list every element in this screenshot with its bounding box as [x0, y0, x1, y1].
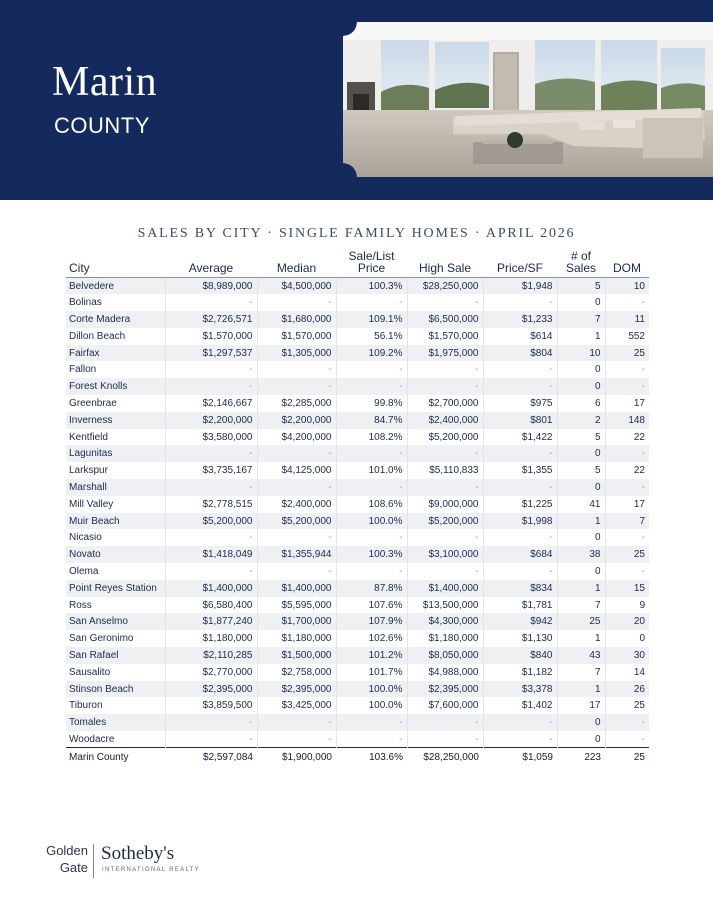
table-cell: $2,726,571 [165, 311, 257, 328]
table-cell: $2,758,000 [257, 664, 336, 681]
table-cell: 15 [605, 580, 649, 597]
table-row [66, 361, 649, 378]
table-cell: $801 [483, 412, 557, 429]
table-cell: $1,700,000 [257, 613, 336, 630]
table-cell: - [257, 563, 336, 580]
table-cell: 0 [557, 294, 605, 311]
table-cell: $8,050,000 [407, 647, 483, 664]
table-cell: 1 [557, 630, 605, 647]
table-cell: $6,580,400 [165, 597, 257, 614]
table-cell: 22 [605, 429, 649, 446]
table-cell: 109.1% [336, 311, 407, 328]
total-cell: $2,597,084 [165, 748, 257, 767]
table-cell: $2,395,000 [407, 681, 483, 698]
table-cell: $1,877,240 [165, 613, 257, 630]
table-header-row [66, 250, 649, 278]
table-cell: 0 [557, 563, 605, 580]
table-cell: - [257, 294, 336, 311]
table-row [66, 613, 649, 630]
table-cell: $4,125,000 [257, 462, 336, 479]
table-cell: 11 [605, 311, 649, 328]
table-cell: 109.2% [336, 345, 407, 362]
table-cell: - [605, 479, 649, 496]
table-cell: - [165, 479, 257, 496]
table-cell: $5,595,000 [257, 597, 336, 614]
table-cell: 100.0% [336, 681, 407, 698]
table-cell: $1,182 [483, 664, 557, 681]
table-total-row [66, 748, 649, 767]
table-cell: - [605, 529, 649, 546]
table-cell: - [336, 378, 407, 395]
table-cell: - [336, 529, 407, 546]
table-cell: $1,225 [483, 496, 557, 513]
table-cell: - [257, 445, 336, 462]
city-name-cell: Forest Knolls [66, 378, 165, 395]
total-cell: 223 [557, 748, 605, 767]
table-cell: 99.8% [336, 395, 407, 412]
col-header-sale-list [336, 250, 407, 278]
city-name-cell: Mill Valley [69, 498, 114, 510]
table-cell: 5 [557, 278, 605, 295]
table-row [66, 395, 649, 412]
table-cell: 87.8% [336, 580, 407, 597]
logo-line2: Gate [59, 860, 88, 875]
table-cell: 84.7% [336, 412, 407, 429]
table-cell: 17 [605, 395, 649, 412]
city-name-cell: Tomales [66, 714, 165, 731]
table-cell: 1 [557, 328, 605, 345]
table-cell: 148 [605, 412, 649, 429]
table-cell: $1,998 [483, 513, 557, 530]
table-cell: - [483, 714, 557, 731]
table-cell: - [483, 563, 557, 580]
table-cell: - [336, 294, 407, 311]
city-name-cell: Stinson Beach [66, 681, 165, 698]
living-room-photo [343, 22, 713, 177]
table-row [66, 328, 649, 345]
table-cell: $2,395,000 [257, 681, 336, 698]
table-row [66, 597, 649, 614]
table-cell: $9,000,000 [407, 496, 483, 513]
table-cell: 10 [557, 345, 605, 362]
table-cell: $5,110,833 [407, 462, 483, 479]
table-cell: $2,285,000 [257, 395, 336, 412]
table-cell: - [336, 445, 407, 462]
city-name-cell: San Rafael [66, 647, 165, 664]
table-cell: 2 [557, 412, 605, 429]
city-name-cell: San Geronimo [69, 633, 134, 645]
col-header-num-sales [557, 250, 605, 278]
logo-tagline: INTERNATIONAL REALTY [102, 867, 200, 873]
table-cell: $3,859,500 [165, 697, 257, 714]
table-row [66, 462, 649, 479]
table-cell: - [336, 479, 407, 496]
table-cell: 0 [557, 378, 605, 395]
table-cell: - [605, 445, 649, 462]
table-cell: 6 [557, 395, 605, 412]
total-cell: $28,250,000 [407, 748, 483, 767]
table-cell: - [407, 714, 483, 731]
table-row [66, 496, 649, 513]
table-row [66, 630, 649, 647]
city-name-cell: Lagunitas [66, 445, 165, 462]
table-cell: 10 [605, 278, 649, 295]
table-cell: $2,110,285 [165, 647, 257, 664]
table-cell: - [336, 714, 407, 731]
table-cell: 7 [557, 664, 605, 681]
table-cell: 1 [557, 513, 605, 530]
table-cell: $1,305,000 [257, 345, 336, 362]
table-cell: - [483, 378, 557, 395]
table-cell: $1,297,537 [165, 345, 257, 362]
section-heading: SALES BY CITY · SINGLE FAMILY HOMES · APRIL 2026 [137, 226, 576, 241]
city-name-cell: Nicasio [69, 532, 102, 544]
table-cell: $1,400,000 [407, 580, 483, 597]
city-name-cell: Novato [66, 546, 165, 563]
col-header-average: Average [165, 250, 257, 278]
table-cell: 41 [557, 496, 605, 513]
total-cell: $1,059 [483, 748, 557, 767]
table-cell: $804 [483, 345, 557, 362]
table-cell: $1,422 [483, 429, 557, 446]
table-cell: 30 [605, 647, 649, 664]
table-cell: - [483, 294, 557, 311]
table-row [66, 580, 649, 597]
table-cell: - [605, 731, 649, 748]
city-name-cell: Fallon [69, 364, 97, 376]
table-cell: - [483, 445, 557, 462]
table-cell: $7,600,000 [407, 697, 483, 714]
page-subtitle: COUNTY [54, 113, 150, 138]
table-cell: 0 [557, 445, 605, 462]
city-name-cell: Inverness [66, 412, 165, 429]
table-row [66, 731, 649, 748]
table-cell: - [605, 378, 649, 395]
table-cell: - [257, 529, 336, 546]
table-cell: $2,700,000 [407, 395, 483, 412]
table-cell: 108.2% [336, 429, 407, 446]
table-cell: $1,680,000 [257, 311, 336, 328]
table-cell: 25 [557, 613, 605, 630]
table-cell: - [605, 294, 649, 311]
table-cell: 5 [557, 429, 605, 446]
table-row [66, 278, 649, 295]
table-cell: $2,200,000 [257, 412, 336, 429]
table-row [66, 378, 649, 395]
table-cell: - [165, 361, 257, 378]
table-cell: $1,180,000 [165, 630, 257, 647]
table-cell: $4,500,000 [257, 278, 336, 295]
table-cell: $2,200,000 [165, 412, 257, 429]
table-cell: 0 [605, 630, 649, 647]
table-row [66, 479, 649, 496]
total-cell: $1,900,000 [257, 748, 336, 767]
table-cell: - [257, 714, 336, 731]
table-cell: - [605, 714, 649, 731]
table-cell: 100.3% [336, 546, 407, 563]
table-cell: 0 [557, 529, 605, 546]
table-cell: - [407, 378, 483, 395]
table-cell: $2,778,515 [165, 496, 257, 513]
sales-table [66, 250, 649, 767]
logo-brand: Sotheby's [101, 843, 175, 864]
table-cell: $1,400,000 [165, 580, 257, 597]
col-header-city: City [66, 250, 165, 278]
city-name-cell: Sausalito [69, 666, 111, 678]
city-name-cell: Tiburon [69, 700, 103, 712]
table-row [66, 714, 649, 731]
table-cell: - [257, 378, 336, 395]
table-row [66, 647, 649, 664]
table-cell: 0 [557, 361, 605, 378]
table-cell: $2,395,000 [165, 681, 257, 698]
table-cell: $1,500,000 [257, 647, 336, 664]
table-cell: 100.0% [336, 697, 407, 714]
city-name-cell: Marshall [66, 479, 165, 496]
table-cell: - [407, 445, 483, 462]
table-cell: 101.0% [336, 462, 407, 479]
table-cell: $1,570,000 [407, 328, 483, 345]
table-cell: 7 [605, 513, 649, 530]
table-cell: $1,355,944 [257, 546, 336, 563]
table-cell: 107.6% [336, 597, 407, 614]
table-cell: - [407, 479, 483, 496]
table-cell: 1 [557, 580, 605, 597]
table-cell: 0 [557, 731, 605, 748]
table-cell: $1,355 [483, 462, 557, 479]
table-cell: 38 [557, 546, 605, 563]
table-cell: $1,975,000 [407, 345, 483, 362]
table-cell: $3,580,000 [165, 429, 257, 446]
city-name-cell: Point Reyes Station [66, 580, 165, 597]
table-cell: 100.0% [336, 513, 407, 530]
total-cell: 25 [605, 748, 649, 767]
table-cell: $13,500,000 [407, 597, 483, 614]
table-cell: 25 [605, 546, 649, 563]
table-cell: $3,100,000 [407, 546, 483, 563]
table-cell: $942 [483, 613, 557, 630]
col-header-high-sale: High Sale [407, 250, 483, 278]
table-row [66, 681, 649, 698]
table-cell: 7 [557, 311, 605, 328]
table-cell: $2,770,000 [165, 664, 257, 681]
table-cell: - [605, 563, 649, 580]
table-cell: - [336, 731, 407, 748]
table-row [66, 697, 649, 714]
table-cell: $1,570,000 [165, 328, 257, 345]
col-header-sale-list-text: Sale/List Price [348, 249, 395, 275]
table-cell: 100.3% [336, 278, 407, 295]
table-cell: 1 [557, 681, 605, 698]
table-cell: - [165, 294, 257, 311]
table-row [66, 429, 649, 446]
table-cell: 7 [557, 597, 605, 614]
table-row [66, 563, 649, 580]
logo-golden-gate [38, 842, 88, 876]
total-cell: 103.6% [336, 748, 407, 767]
city-name-cell: Larkspur [69, 465, 108, 477]
table-cell: 20 [605, 613, 649, 630]
table-cell: - [165, 529, 257, 546]
table-cell: 9 [605, 597, 649, 614]
table-cell: 17 [557, 697, 605, 714]
table-row [66, 664, 649, 681]
table-cell: - [407, 563, 483, 580]
city-name-cell: Bolinas [69, 297, 102, 309]
city-name-cell: Muir Beach [66, 513, 165, 530]
table-cell: 552 [605, 328, 649, 345]
city-name-cell: Corte Madera [66, 311, 165, 328]
table-cell: - [257, 731, 336, 748]
table-cell: 22 [605, 462, 649, 479]
col-header-dom: DOM [605, 250, 649, 278]
table-cell: - [483, 479, 557, 496]
table-row [66, 513, 649, 530]
city-name-cell: Belvedere [66, 278, 165, 295]
table-cell: $4,300,000 [407, 613, 483, 630]
table-cell: 101.7% [336, 664, 407, 681]
table-cell: $5,200,000 [407, 513, 483, 530]
table-cell: $2,146,667 [165, 395, 257, 412]
table-cell: $975 [483, 395, 557, 412]
table-cell: - [165, 445, 257, 462]
table-cell: $834 [483, 580, 557, 597]
table-cell: $1,570,000 [257, 328, 336, 345]
table-cell: $6,500,000 [407, 311, 483, 328]
table-cell: - [483, 731, 557, 748]
table-cell: $28,250,000 [407, 278, 483, 295]
table-cell: - [165, 731, 257, 748]
table-cell: - [336, 361, 407, 378]
table-cell: - [257, 361, 336, 378]
table-cell: $684 [483, 546, 557, 563]
city-name-cell: Ross [69, 599, 92, 611]
table-cell: $1,948 [483, 278, 557, 295]
table-row [66, 529, 649, 546]
table-row [66, 294, 649, 311]
table-cell: $1,180,000 [407, 630, 483, 647]
table-cell: - [165, 378, 257, 395]
city-name-cell: Olema [69, 565, 99, 577]
table-cell: 102.6% [336, 630, 407, 647]
col-header-num-sales-text: # of Sales [565, 249, 597, 275]
table-cell: $4,988,000 [407, 664, 483, 681]
table-cell: - [605, 361, 649, 378]
table-row [66, 412, 649, 429]
table-row [66, 546, 649, 563]
table-cell: 101.2% [336, 647, 407, 664]
table-cell: $840 [483, 647, 557, 664]
total-cell: Marin County [66, 748, 165, 767]
table-cell: $1,418,049 [165, 546, 257, 563]
table-cell: - [407, 529, 483, 546]
table-cell: $4,200,000 [257, 429, 336, 446]
table-cell: $1,402 [483, 697, 557, 714]
table-cell: $8,989,000 [165, 278, 257, 295]
table-cell: $2,400,000 [407, 412, 483, 429]
city-name-cell: Greenbrae [69, 397, 117, 409]
col-header-price-sf: Price/SF [483, 250, 557, 278]
table-row [66, 345, 649, 362]
table-cell: - [407, 294, 483, 311]
table-cell: - [165, 714, 257, 731]
logo-line1: Golden [46, 843, 88, 858]
table-cell: $1,400,000 [257, 580, 336, 597]
table-cell: $1,233 [483, 311, 557, 328]
table-cell: 56.1% [336, 328, 407, 345]
table-cell: $1,180,000 [257, 630, 336, 647]
table-cell: 107.9% [336, 613, 407, 630]
table-cell: $5,200,000 [257, 513, 336, 530]
table-row [66, 311, 649, 328]
table-cell: $1,781 [483, 597, 557, 614]
table-cell: $3,378 [483, 681, 557, 698]
table-cell: 0 [557, 714, 605, 731]
table-cell: 5 [557, 462, 605, 479]
table-cell: 25 [605, 697, 649, 714]
table-cell: 108.6% [336, 496, 407, 513]
table-cell: - [407, 361, 483, 378]
table-row [66, 445, 649, 462]
page-title: Marin [52, 59, 158, 105]
table-cell: 43 [557, 647, 605, 664]
city-name-cell: Dillon Beach [69, 330, 126, 342]
table-cell: - [257, 479, 336, 496]
table-cell: $2,400,000 [257, 496, 336, 513]
city-name-cell: Fairfax [66, 345, 165, 362]
table-cell: $614 [483, 328, 557, 345]
table-cell: 0 [557, 479, 605, 496]
city-name-cell: San Anselmo [66, 613, 165, 630]
table-cell: $5,200,000 [407, 429, 483, 446]
table-cell: $5,200,000 [165, 513, 257, 530]
table-cell: - [483, 529, 557, 546]
table-cell: - [483, 361, 557, 378]
city-name-cell: Woodacre [69, 733, 115, 745]
table-cell: - [336, 563, 407, 580]
table-cell: 25 [605, 345, 649, 362]
table-cell: - [165, 563, 257, 580]
city-name-cell: Kentfield [69, 431, 108, 443]
table-cell: $1,130 [483, 630, 557, 647]
table-cell: $3,735,167 [165, 462, 257, 479]
table-cell: $3,425,000 [257, 697, 336, 714]
table-cell: 17 [605, 496, 649, 513]
col-header-median: Median [257, 250, 336, 278]
logo-divider [93, 844, 94, 878]
table-body [66, 278, 649, 748]
table-cell: 26 [605, 681, 649, 698]
table-cell: - [407, 731, 483, 748]
table-cell: 14 [605, 664, 649, 681]
